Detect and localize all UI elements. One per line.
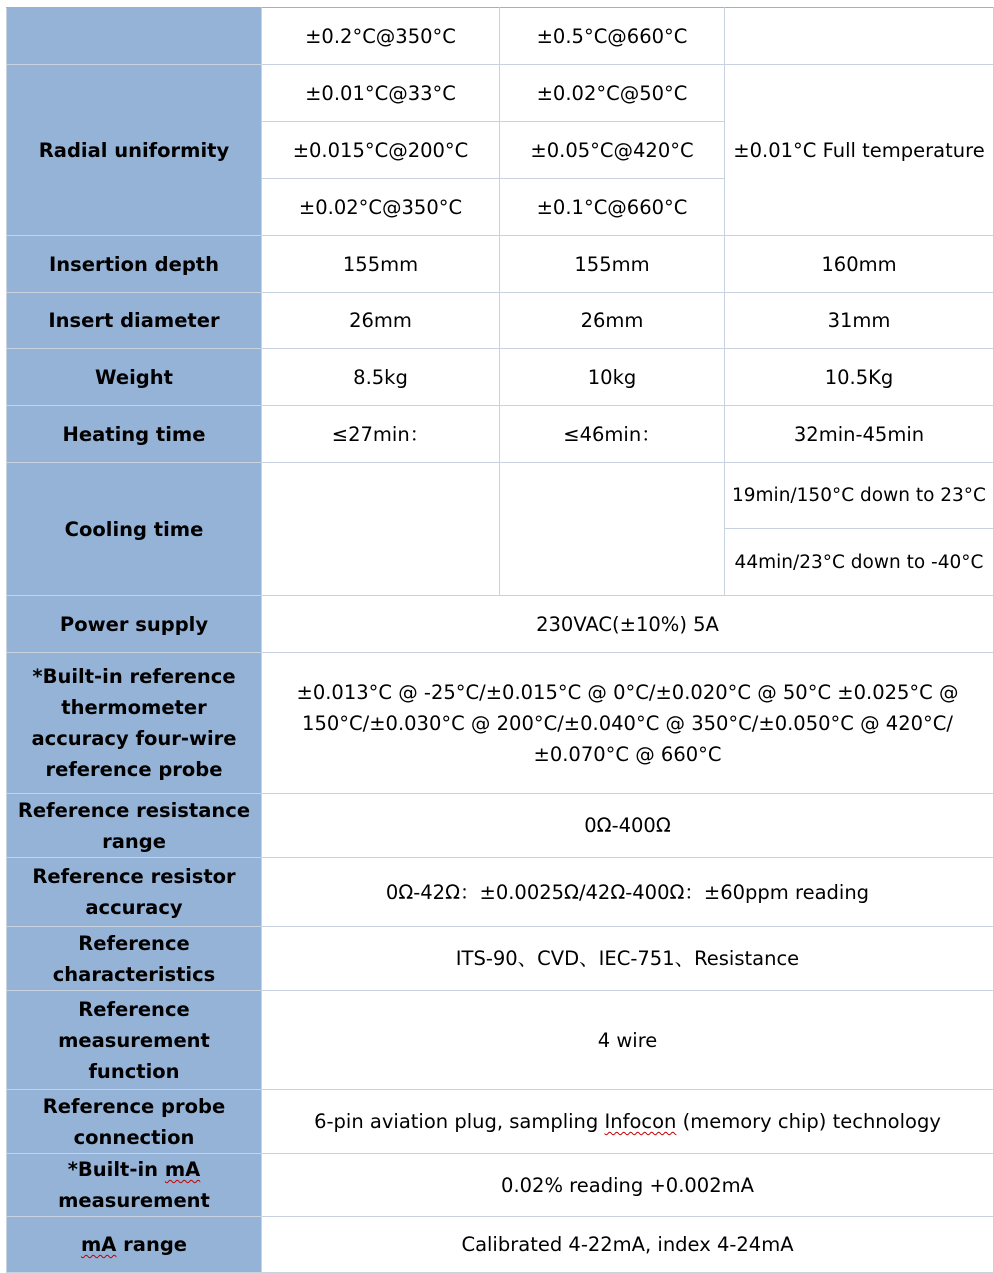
cooling-cell-1: 19min/150°C down to 23°C [725,463,994,529]
value-cell: ≤27min： [262,406,500,463]
table-row [7,653,994,794]
value-cell: 160mm [725,236,994,293]
stability-cell-3 [725,8,994,65]
value-cell: ±0.013°C @ -25°C/±0.015°C @ 0°C/±0.020°C @ 50°C ±0.025°C @ 150°C/±0.030°C @ 200°C/±0.040°C @ 350°C/±0.050°C @ 420°C/±0.070°C @ 660°C [262,653,994,794]
value-cell: 32min-45min [725,406,994,463]
value-cell: 8.5kg [262,349,500,406]
radial-cell: ±0.01°C@33°C [262,65,500,122]
table-row [7,927,994,991]
row-label-power-supply: Power supply [7,596,262,653]
stability-cell-2: ±0.5°C@660°C [500,8,725,65]
value-cell: 155mm [500,236,725,293]
row-label-reference-characteristics: Reference characteristics [7,927,262,991]
value-cell: 10kg [500,349,725,406]
row-label-reference-probe-connection: Reference probe connection [7,1090,262,1154]
table-row [7,8,994,65]
table-row [7,991,994,1090]
value-cell: 0.02% reading +0.002mA [262,1154,994,1217]
row-label-builtin-reference: *Built-in reference thermometer accuracy four-wire reference probe [7,653,262,794]
label-text: measurement [58,1189,210,1212]
value-cell-empty [500,463,725,596]
row-label-radial-uniformity: Radial uniformity [7,65,262,236]
table-row [7,858,994,927]
row-label-ma-range [7,1217,262,1273]
radial-cell: ±0.05°C@420°C [500,122,725,179]
table-row [7,406,994,463]
row-label-insert-diameter: Insert diameter [7,293,262,349]
table-row [7,236,994,293]
value-cell: Calibrated 4-22mA, index 4-24mA [262,1217,994,1273]
row-label-heating-time: Heating time [7,406,262,463]
table-row [7,349,994,406]
spec-table [6,7,994,1273]
table-row [7,65,994,122]
value-cell: 31mm [725,293,994,349]
value-text: (memory chip) technology [676,1110,941,1133]
value-cell [262,1090,994,1154]
row-label-cooling-time: Cooling time [7,463,262,596]
radial-full-temp-cell: ±0.01°C Full temperature [725,65,994,236]
value-cell: 0Ω-42Ω：±0.0025Ω/42Ω-400Ω：±60ppm reading [262,858,994,927]
row-label-empty [7,8,262,65]
spellcheck-word: mA [164,1158,201,1181]
value-cell: 26mm [262,293,500,349]
row-label-builtin-ma-measurement [7,1154,262,1217]
label-text: range [116,1233,188,1256]
row-label-weight: Weight [7,349,262,406]
cooling-cell-2: 44min/23°C down to -40°C [725,529,994,596]
spellcheck-word: mA [80,1233,117,1256]
value-cell: 0Ω-400Ω [262,794,994,858]
table-row [7,1217,994,1273]
radial-cell: ±0.1°C@660°C [500,179,725,236]
radial-cell: ±0.015°C@200°C [262,122,500,179]
table-row [7,463,994,529]
value-cell: 230VAC(±10%) 5A [262,596,994,653]
table-row [7,596,994,653]
row-label-reference-measurement-function: Reference measurement function [7,991,262,1090]
table-row [7,1090,994,1154]
table-row [7,1154,994,1217]
table-row [7,794,994,858]
value-cell: ≤46min： [500,406,725,463]
label-text: *Built-in [67,1158,165,1181]
radial-cell: ±0.02°C@50°C [500,65,725,122]
spellcheck-word: Infocon [604,1110,677,1133]
value-cell: 4 wire [262,991,994,1090]
radial-cell: ±0.02°C@350°C [262,179,500,236]
row-label-reference-resistance-range: Reference resistance range [7,794,262,858]
value-cell: ITS-90、CVD、IEC-751、Resistance [262,927,994,991]
row-label-insertion-depth: Insertion depth [7,236,262,293]
row-label-reference-resistor-accuracy: Reference resistor accuracy [7,858,262,927]
value-cell: 10.5Kg [725,349,994,406]
table-row [7,293,994,349]
value-cell: 155mm [262,236,500,293]
value-cell-empty [262,463,500,596]
stability-cell-1: ±0.2°C@350°C [262,8,500,65]
value-cell: 26mm [500,293,725,349]
value-text: 6-pin aviation plug, sampling [314,1110,605,1133]
